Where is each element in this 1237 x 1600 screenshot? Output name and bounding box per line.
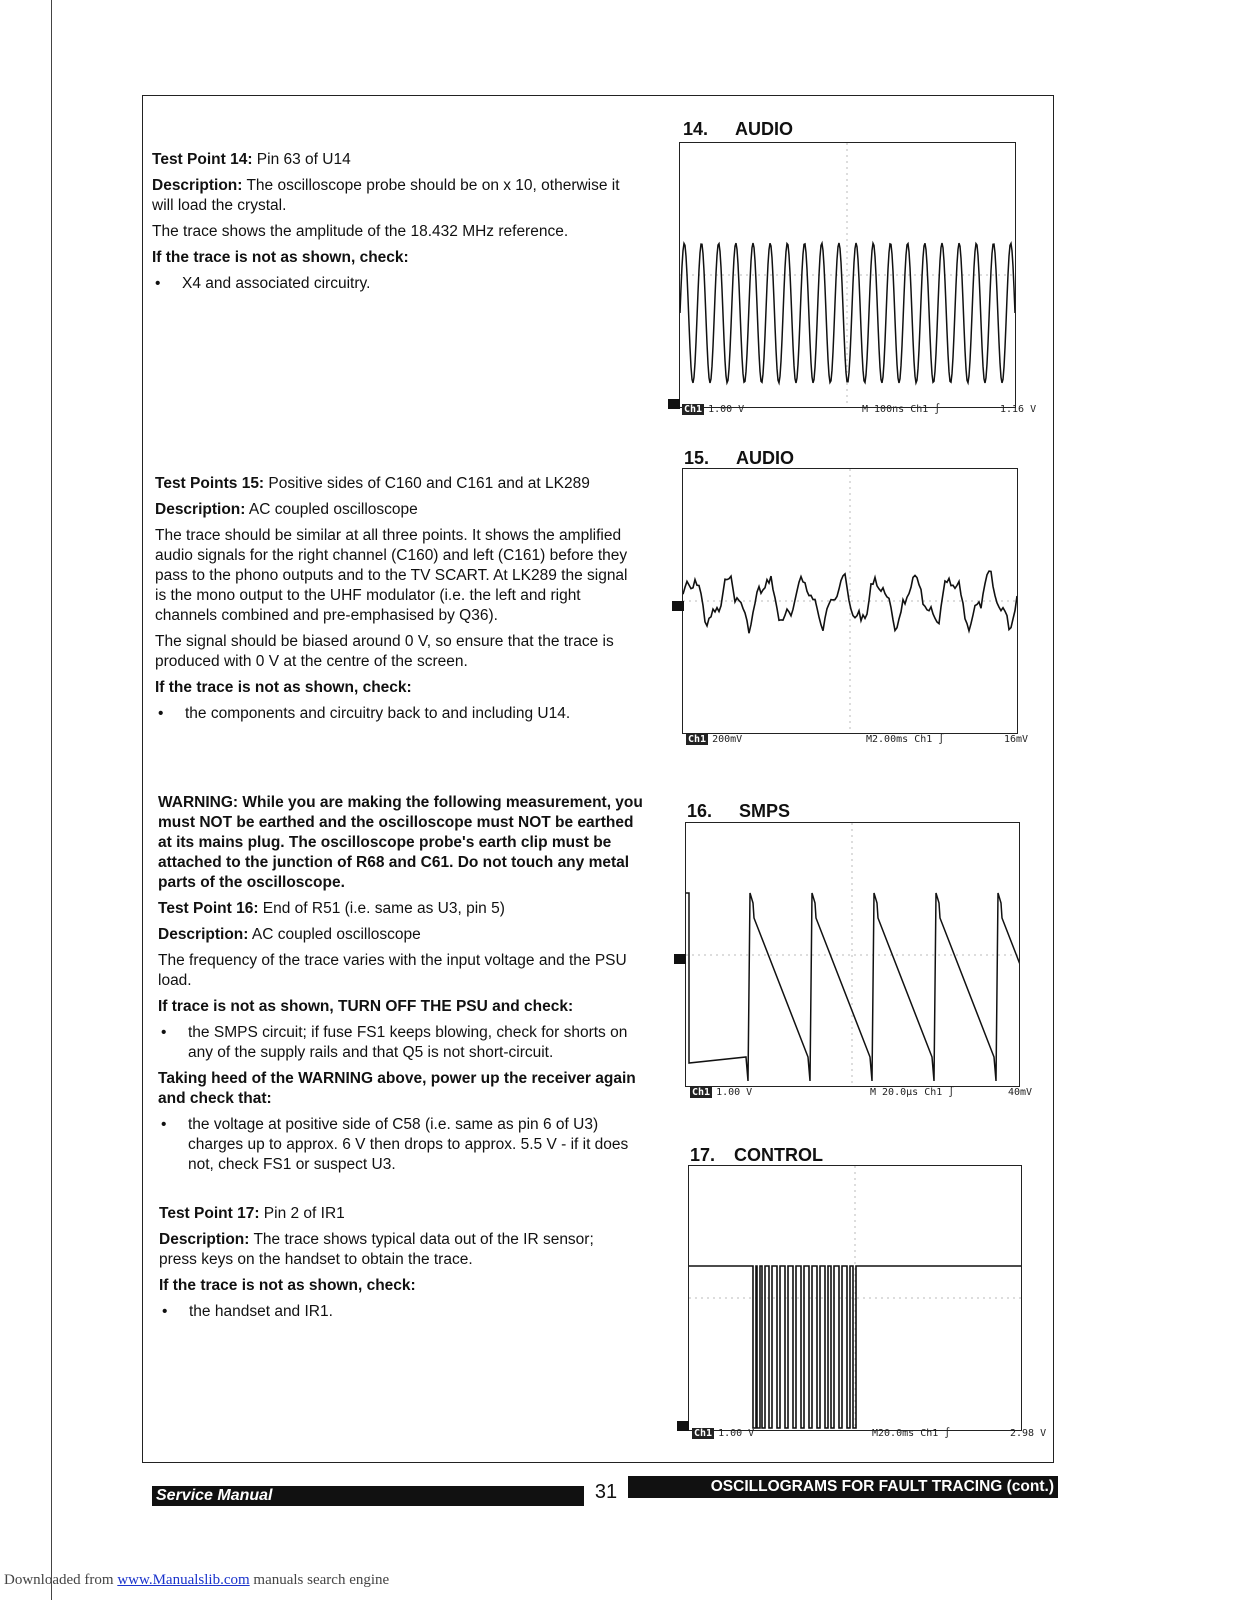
tp17-check-heading: If the trace is not as shown, check: xyxy=(159,1277,416,1294)
tp15-desc-value: AC coupled oscilloscope xyxy=(245,501,418,518)
scope-16-readout xyxy=(690,1087,1033,1098)
scope-15-label: AUDIO xyxy=(736,448,794,468)
trigger-level: 40mV xyxy=(1008,1087,1033,1098)
scope-17-label: CONTROL xyxy=(734,1145,823,1165)
binding-edge-line xyxy=(51,0,52,1600)
oscillogram-14-trace xyxy=(680,143,1015,407)
tp16-paragraph: The frequency of the trace varies with the input voltage and the PSU load. xyxy=(158,952,627,989)
volts-per-div: 200mV xyxy=(712,734,743,745)
tp17-title-label: Test Point 17: xyxy=(159,1205,260,1222)
ground-marker-icon xyxy=(677,1421,689,1431)
scope-14-readout xyxy=(682,404,1037,415)
scope-16-title xyxy=(687,801,790,822)
oscillogram-15 xyxy=(682,468,1018,734)
channel-label: Ch1 xyxy=(692,1087,711,1098)
scope-17-readout xyxy=(692,1428,1047,1439)
list-item: • the components and circuitry back to and including U14. xyxy=(155,704,635,724)
list-item: • X4 and associated circuitry. xyxy=(152,274,622,294)
warning-paragraph: WARNING: While you are making the following measurement, you must NOT be earthed and the oscilloscope must NOT be earthed at its mains plug. The oscilloscope probe's earth clip must be attached to the junction of R68 and C61. Do not touch any metal parts of the oscilloscope. xyxy=(158,794,643,891)
oscillogram-16-trace xyxy=(686,823,1019,1086)
test-point-14-text xyxy=(152,150,622,300)
oscillogram-14 xyxy=(679,142,1016,408)
footer-section-title: OSCILLOGRAMS FOR FAULT TRACING (cont.) xyxy=(628,1476,1058,1498)
time-per-div: M2.00ms xyxy=(866,734,909,745)
tp17-desc-value: The trace shows typical data out of the IR sensor; press keys on the handset to obtain the trace. xyxy=(159,1231,594,1268)
download-notice xyxy=(4,1572,389,1589)
ground-marker-icon xyxy=(672,601,684,611)
scope-17-title xyxy=(690,1145,823,1166)
scope-15-readout xyxy=(686,734,1029,745)
tp16-heed-list xyxy=(158,1115,643,1175)
tp14-paragraph: The trace shows the amplitude of the 18.432 MHz reference. xyxy=(152,223,569,240)
volts-per-div: 1.00 V xyxy=(716,1087,753,1098)
tp15-check-heading: If the trace is not as shown, check: xyxy=(155,679,412,696)
list-item: • the SMPS circuit; if fuse FS1 keeps blowing, check for shorts on any of the supply rails and that Q5 is not short-circuit. xyxy=(158,1023,643,1063)
tp15-paragraph-2: The signal should be biased around 0 V, so ensure that the trace is produced with 0 V at the centre of the screen. xyxy=(155,633,614,670)
scope-14-label: AUDIO xyxy=(735,119,793,139)
trigger-source: Ch1 ∫ xyxy=(924,1087,955,1098)
oscillogram-15-trace xyxy=(683,469,1017,733)
list-item: • the handset and IR1. xyxy=(159,1302,629,1322)
tp16-title-label: Test Point 16: xyxy=(158,900,259,917)
time-per-div: M20.0ms xyxy=(872,1428,915,1439)
test-point-15-text xyxy=(155,474,635,730)
channel-label: Ch1 xyxy=(688,734,707,745)
tp14-desc-value: The oscilloscope probe should be on x 10, otherwise it will load the crystal. xyxy=(152,177,620,214)
tp14-title-value: Pin 63 of U14 xyxy=(252,151,351,168)
tp15-paragraph-1: The trace should be similar at all three points. It shows the amplified audio signals for the right channel (C160) and left (C161) before they pass to the phono outputs and to the TV SCART. At LK289 the signal is the mono output to the UHF modulator (i.e. the left and right channels combined and pre-emphasised by Q36). xyxy=(155,527,628,624)
tp16-check-list xyxy=(158,1023,643,1063)
oscillogram-16 xyxy=(685,822,1020,1087)
channel-label: Ch1 xyxy=(694,1428,713,1439)
ground-marker-icon xyxy=(668,399,680,409)
time-per-div: M 20.0µs xyxy=(870,1087,919,1098)
tp17-title-value: Pin 2 of IR1 xyxy=(259,1205,345,1222)
download-suffix: manuals search engine xyxy=(249,1572,390,1588)
tp14-check-heading: If the trace is not as shown, check: xyxy=(152,249,409,266)
scope-15-number: 15. xyxy=(684,448,710,468)
trigger-source: Ch1 ∫ xyxy=(910,404,941,415)
footer-service-manual: Service Manual xyxy=(152,1486,584,1506)
time-per-div: M 100ns xyxy=(862,404,905,415)
oscillogram-17-trace xyxy=(689,1166,1021,1430)
tp16-heed-heading: Taking heed of the WARNING above, power up the receiver again and check that: xyxy=(158,1070,636,1107)
tp15-desc-label: Description: xyxy=(155,501,246,518)
tp15-title-label: Test Points 15: xyxy=(155,475,265,492)
tp14-desc-label: Description: xyxy=(152,177,243,194)
tp14-title-label: Test Point 14: xyxy=(152,151,253,168)
scope-17-number: 17. xyxy=(690,1145,716,1165)
tp16-desc-value: AC coupled oscilloscope xyxy=(248,926,421,943)
ground-marker-icon xyxy=(674,954,686,964)
tp15-check-list xyxy=(155,704,635,724)
scope-16-label: SMPS xyxy=(739,801,791,821)
page-number: 31 xyxy=(594,1481,618,1503)
channel-label: Ch1 xyxy=(684,404,703,415)
volts-per-div: 1.00 V xyxy=(708,404,745,415)
tp16-title-value: End of R51 (i.e. same as U3, pin 5) xyxy=(258,900,505,917)
manualslib-link[interactable]: www.Manualslib.com xyxy=(117,1572,250,1588)
trigger-level: 1.16 V xyxy=(1000,404,1037,415)
volts-per-div: 1.00 V xyxy=(718,1428,755,1439)
trigger-level: 2.98 V xyxy=(1010,1428,1047,1439)
trigger-source: Ch1 ∫ xyxy=(920,1428,951,1439)
trigger-source: Ch1 ∫ xyxy=(914,734,945,745)
scope-14-title xyxy=(683,119,793,140)
test-point-16-text xyxy=(158,793,643,1181)
scope-14-number: 14. xyxy=(683,119,709,139)
tp14-check-list xyxy=(152,274,622,294)
oscillogram-17 xyxy=(688,1165,1022,1431)
tp17-check-list xyxy=(159,1302,629,1322)
tp17-desc-label: Description: xyxy=(159,1231,250,1248)
list-item: • the voltage at positive side of C58 (i.e. same as pin 6 of U3) charges up to approx. 6 V then drops to approx. 5.5 V - if it does not, check FS1 or suspect U3. xyxy=(158,1115,643,1175)
tp16-check-heading: If trace is not as shown, TURN OFF THE PSU and check: xyxy=(158,998,574,1015)
scope-15-title xyxy=(684,448,794,469)
scope-16-number: 16. xyxy=(687,801,713,821)
trigger-level: 16mV xyxy=(1004,734,1029,745)
download-prefix: Downloaded from xyxy=(4,1572,118,1588)
tp15-title-value: Positive sides of C160 and C161 and at LK289 xyxy=(264,475,590,492)
tp16-desc-label: Description: xyxy=(158,926,249,943)
test-point-17-text xyxy=(159,1204,629,1328)
